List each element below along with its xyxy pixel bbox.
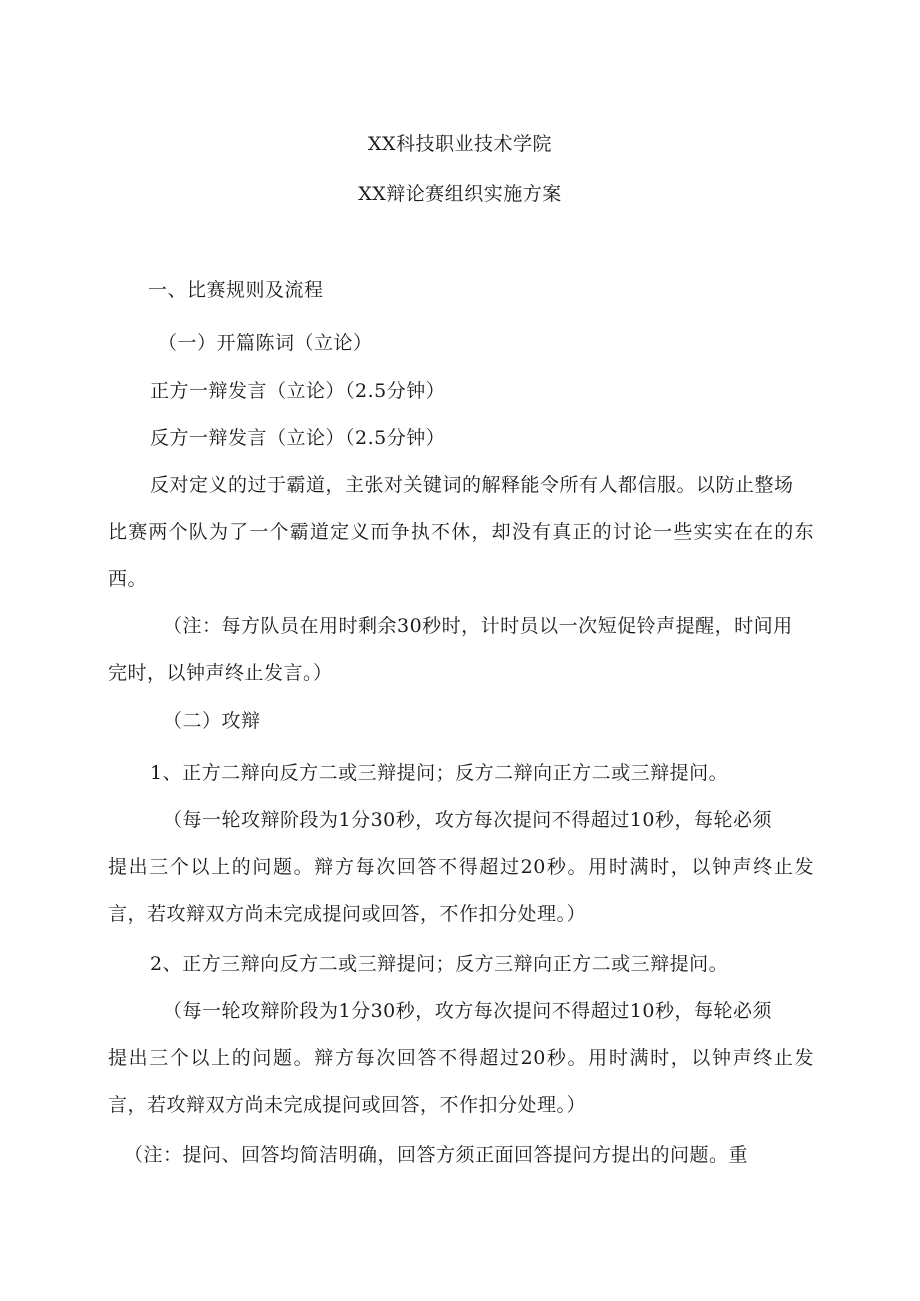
subsection-heading-opening: （一）开篇陈词（立论）	[158, 332, 373, 354]
subsection-heading-cross: （二）攻辩	[163, 710, 261, 732]
cross-item-2-note-line3: 言，若攻辩双方尚未完成提问或回答，不作扣分处理。）	[108, 1094, 587, 1116]
paragraph-definition-line3: 西。	[108, 568, 148, 590]
paragraph-definition-line2: 比赛两个队为了一个霸道定义而争执不休，却没有真正的讨论一些实实在在的东	[108, 521, 814, 543]
opening-negative-line: 反方一辩发言（立论）（2.5分钟）	[150, 427, 446, 449]
note-answer-line1: （注：提问、回答均简洁明确，回答方须正面回答提问方提出的问题。重	[124, 1144, 749, 1166]
cross-item-1-note-line2: 提出三个以上的问题。辩方每次回答不得超过20秒。用时满时，以钟声终止发	[108, 856, 814, 878]
cross-item-2-note-line2: 提出三个以上的问题。辩方每次回答不得超过20秒。用时满时，以钟声终止发	[108, 1047, 814, 1069]
document-title-school: XX科技职业技术学院	[367, 133, 553, 155]
cross-item-1-note-line3: 言，若攻辩双方尚未完成提问或回答，不作扣分处理。）	[108, 903, 587, 925]
note-timing-line1: （注：每方队员在用时剩余30秒时，计时员以一次短促铃声提醒，时间用	[163, 615, 793, 637]
paragraph-definition-line1: 反对定义的过于霸道，主张对关键词的解释能令所有人都信服。以防止整场	[150, 474, 794, 496]
cross-item-1: 1、正方二辩向反方二或三辩提问；反方二辩向正方二或三辩提问。	[150, 762, 729, 784]
opening-affirmative-line: 正方一辩发言（立论）（2.5分钟）	[150, 380, 446, 402]
cross-item-2-note-line1: （每一轮攻辩阶段为1分30秒，攻方每次提问不得超过10秒，每轮必须	[163, 1000, 772, 1022]
cross-item-2: 2、正方三辩向反方二或三辩提问；反方三辩向正方二或三辩提问。	[150, 953, 729, 975]
section-heading-rules: 一、比赛规则及流程	[148, 279, 324, 301]
note-timing-line2: 完时，以钟声终止发言。）	[108, 662, 333, 684]
cross-item-1-note-line1: （每一轮攻辩阶段为1分30秒，攻方每次提问不得超过10秒，每轮必须	[163, 809, 772, 831]
document-title-plan: XX辩论赛组织实施方案	[358, 183, 562, 205]
